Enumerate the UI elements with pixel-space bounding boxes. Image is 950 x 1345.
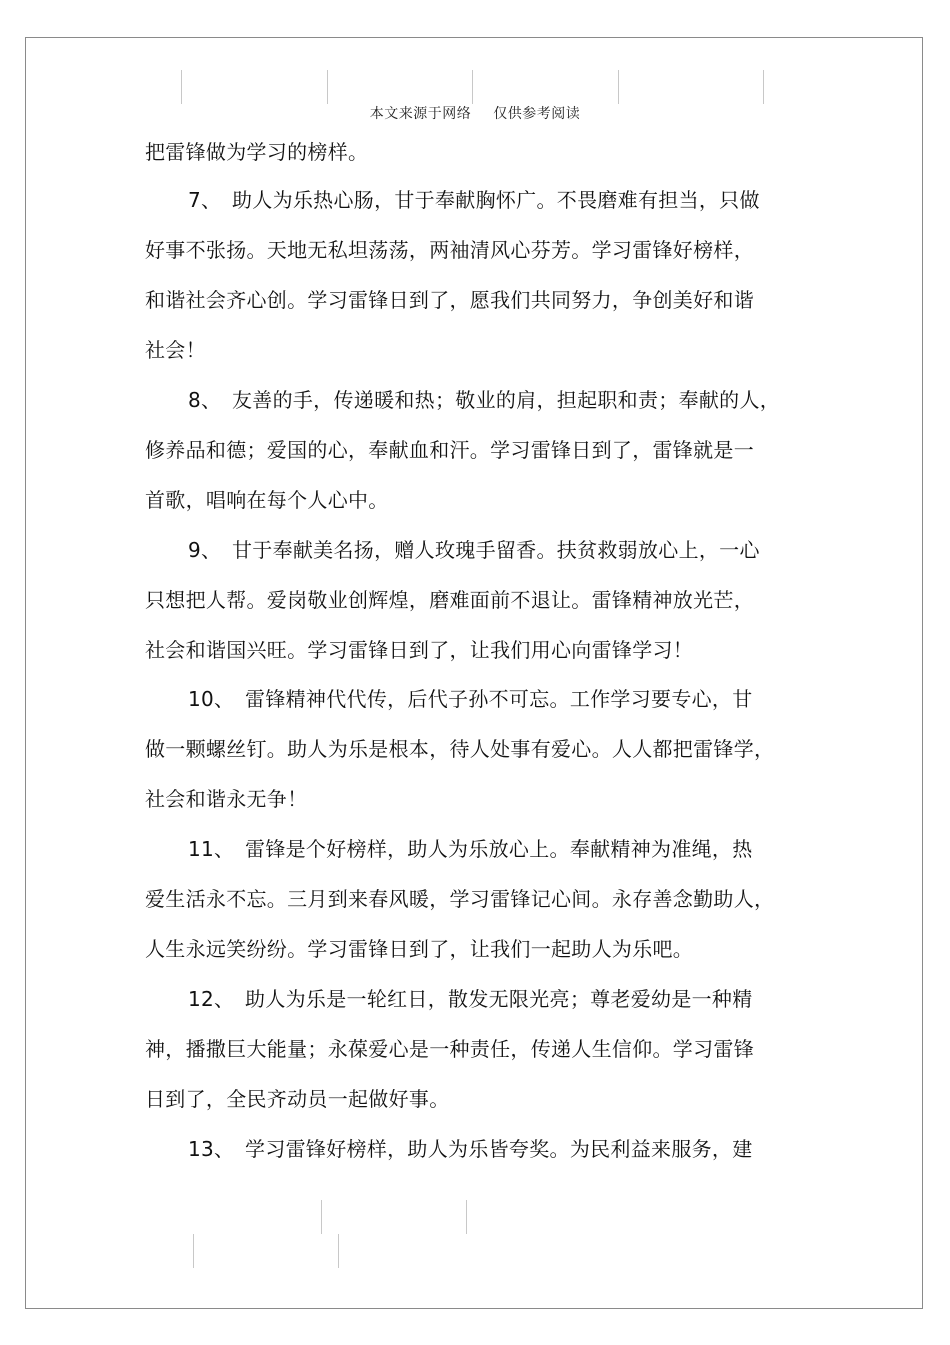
line-text: 助人为乐是一轮红日，散发无限光亮；尊老爱幼是一种精 — [238, 987, 753, 1011]
reference-note: 仅供参考阅读 — [493, 106, 581, 122]
item-number: 12、 — [188, 987, 235, 1011]
text-line — [145, 786, 307, 812]
header-note — [0, 103, 950, 123]
line-text: 学习雷锋好榜样，助人为乐皆夸奖。为民利益来服务，建 — [238, 1137, 753, 1161]
line-text: 神，播撒巨大能量；永葆爱心是一种责任，传递人生信仰。学习雷锋 — [145, 1037, 754, 1061]
top-tick-4 — [618, 70, 619, 104]
line-text: 社会！ — [145, 338, 206, 362]
text-line — [188, 686, 753, 712]
line-text: 只想把人帮。爱岗敬业创辉煌，磨难面前不退让。雷锋精神放光芒， — [145, 588, 754, 612]
line-text: 首歌，唱响在每个人心中。 — [145, 488, 389, 512]
text-line — [188, 387, 780, 413]
text-line — [188, 986, 753, 1012]
line-text: 人生永远笑纷纷。学习雷锋日到了，让我们一起助人为乐吧。 — [145, 937, 694, 961]
text-line — [145, 886, 774, 912]
item-number: 13、 — [188, 1137, 235, 1161]
text-line — [145, 637, 693, 663]
item-number: 8、 — [188, 388, 222, 412]
page-border — [25, 37, 923, 1309]
text-line — [188, 836, 753, 862]
top-tick-3 — [472, 70, 473, 104]
text-line — [188, 537, 760, 563]
item-number: 11、 — [188, 837, 235, 861]
text-line — [145, 437, 754, 463]
line-text: 助人为乐热心肠，甘于奉献胸怀广。不畏磨难有担当，只做 — [225, 188, 760, 212]
line-text: 雷锋是个好榜样，助人为乐放心上。奉献精神为准绳，热 — [238, 837, 753, 861]
line-text: 社会和谐永无争！ — [145, 787, 308, 811]
line-text: 雷锋精神代代传，后代子孙不可忘。工作学习要专心，甘 — [238, 687, 753, 711]
top-tick-2 — [327, 70, 328, 104]
text-line — [145, 936, 693, 962]
bottom-tick-1 — [321, 1200, 322, 1234]
bottom-tick-2 — [466, 1200, 467, 1234]
text-line — [145, 337, 206, 363]
line-text: 爱生活永不忘。三月到来春风暖，学习雷锋记心间。永存善念勤助人， — [145, 887, 775, 911]
line-text: 和谐社会齐心创。学习雷锋日到了，愿我们共同努力，争创美好和谐 — [145, 288, 754, 312]
text-line — [145, 237, 754, 263]
line-text: 把雷锋做为学习的榜样。 — [145, 140, 369, 164]
line-text: 修养品和德；爱国的心，奉献血和汗。学习雷锋日到了，雷锋就是一 — [145, 438, 754, 462]
item-number: 9、 — [188, 538, 222, 562]
item-number: 10、 — [188, 687, 235, 711]
text-line — [188, 187, 760, 213]
top-tick-1 — [181, 70, 182, 104]
text-line — [145, 736, 774, 762]
text-line — [145, 1036, 754, 1062]
line-text: 日到了，全民齐动员一起做好事。 — [145, 1087, 450, 1111]
source-note: 本文来源于网络 — [369, 106, 472, 122]
text-line — [145, 487, 389, 513]
line-text: 做一颗螺丝钉。助人为乐是根本，待人处事有爱心。人人都把雷锋学， — [145, 737, 775, 761]
text-line — [145, 1086, 450, 1112]
line-text: 友善的手，传递暖和热；敬业的肩，担起职和责；奉献的人， — [225, 388, 781, 412]
item-number: 7、 — [188, 188, 222, 212]
text-line — [145, 587, 754, 613]
text-line — [145, 287, 754, 313]
line-text: 甘于奉献美名扬，赠人玫瑰手留香。扶贫救弱放心上，一心 — [225, 538, 760, 562]
line-text: 好事不张扬。天地无私坦荡荡，两袖清风心芬芳。学习雷锋好榜样， — [145, 238, 754, 262]
text-line — [145, 139, 368, 165]
bottom-tick-4 — [338, 1234, 339, 1268]
text-line — [188, 1136, 753, 1162]
bottom-tick-3 — [193, 1234, 194, 1268]
top-tick-5 — [763, 70, 764, 104]
line-text: 社会和谐国兴旺。学习雷锋日到了，让我们用心向雷锋学习！ — [145, 638, 694, 662]
